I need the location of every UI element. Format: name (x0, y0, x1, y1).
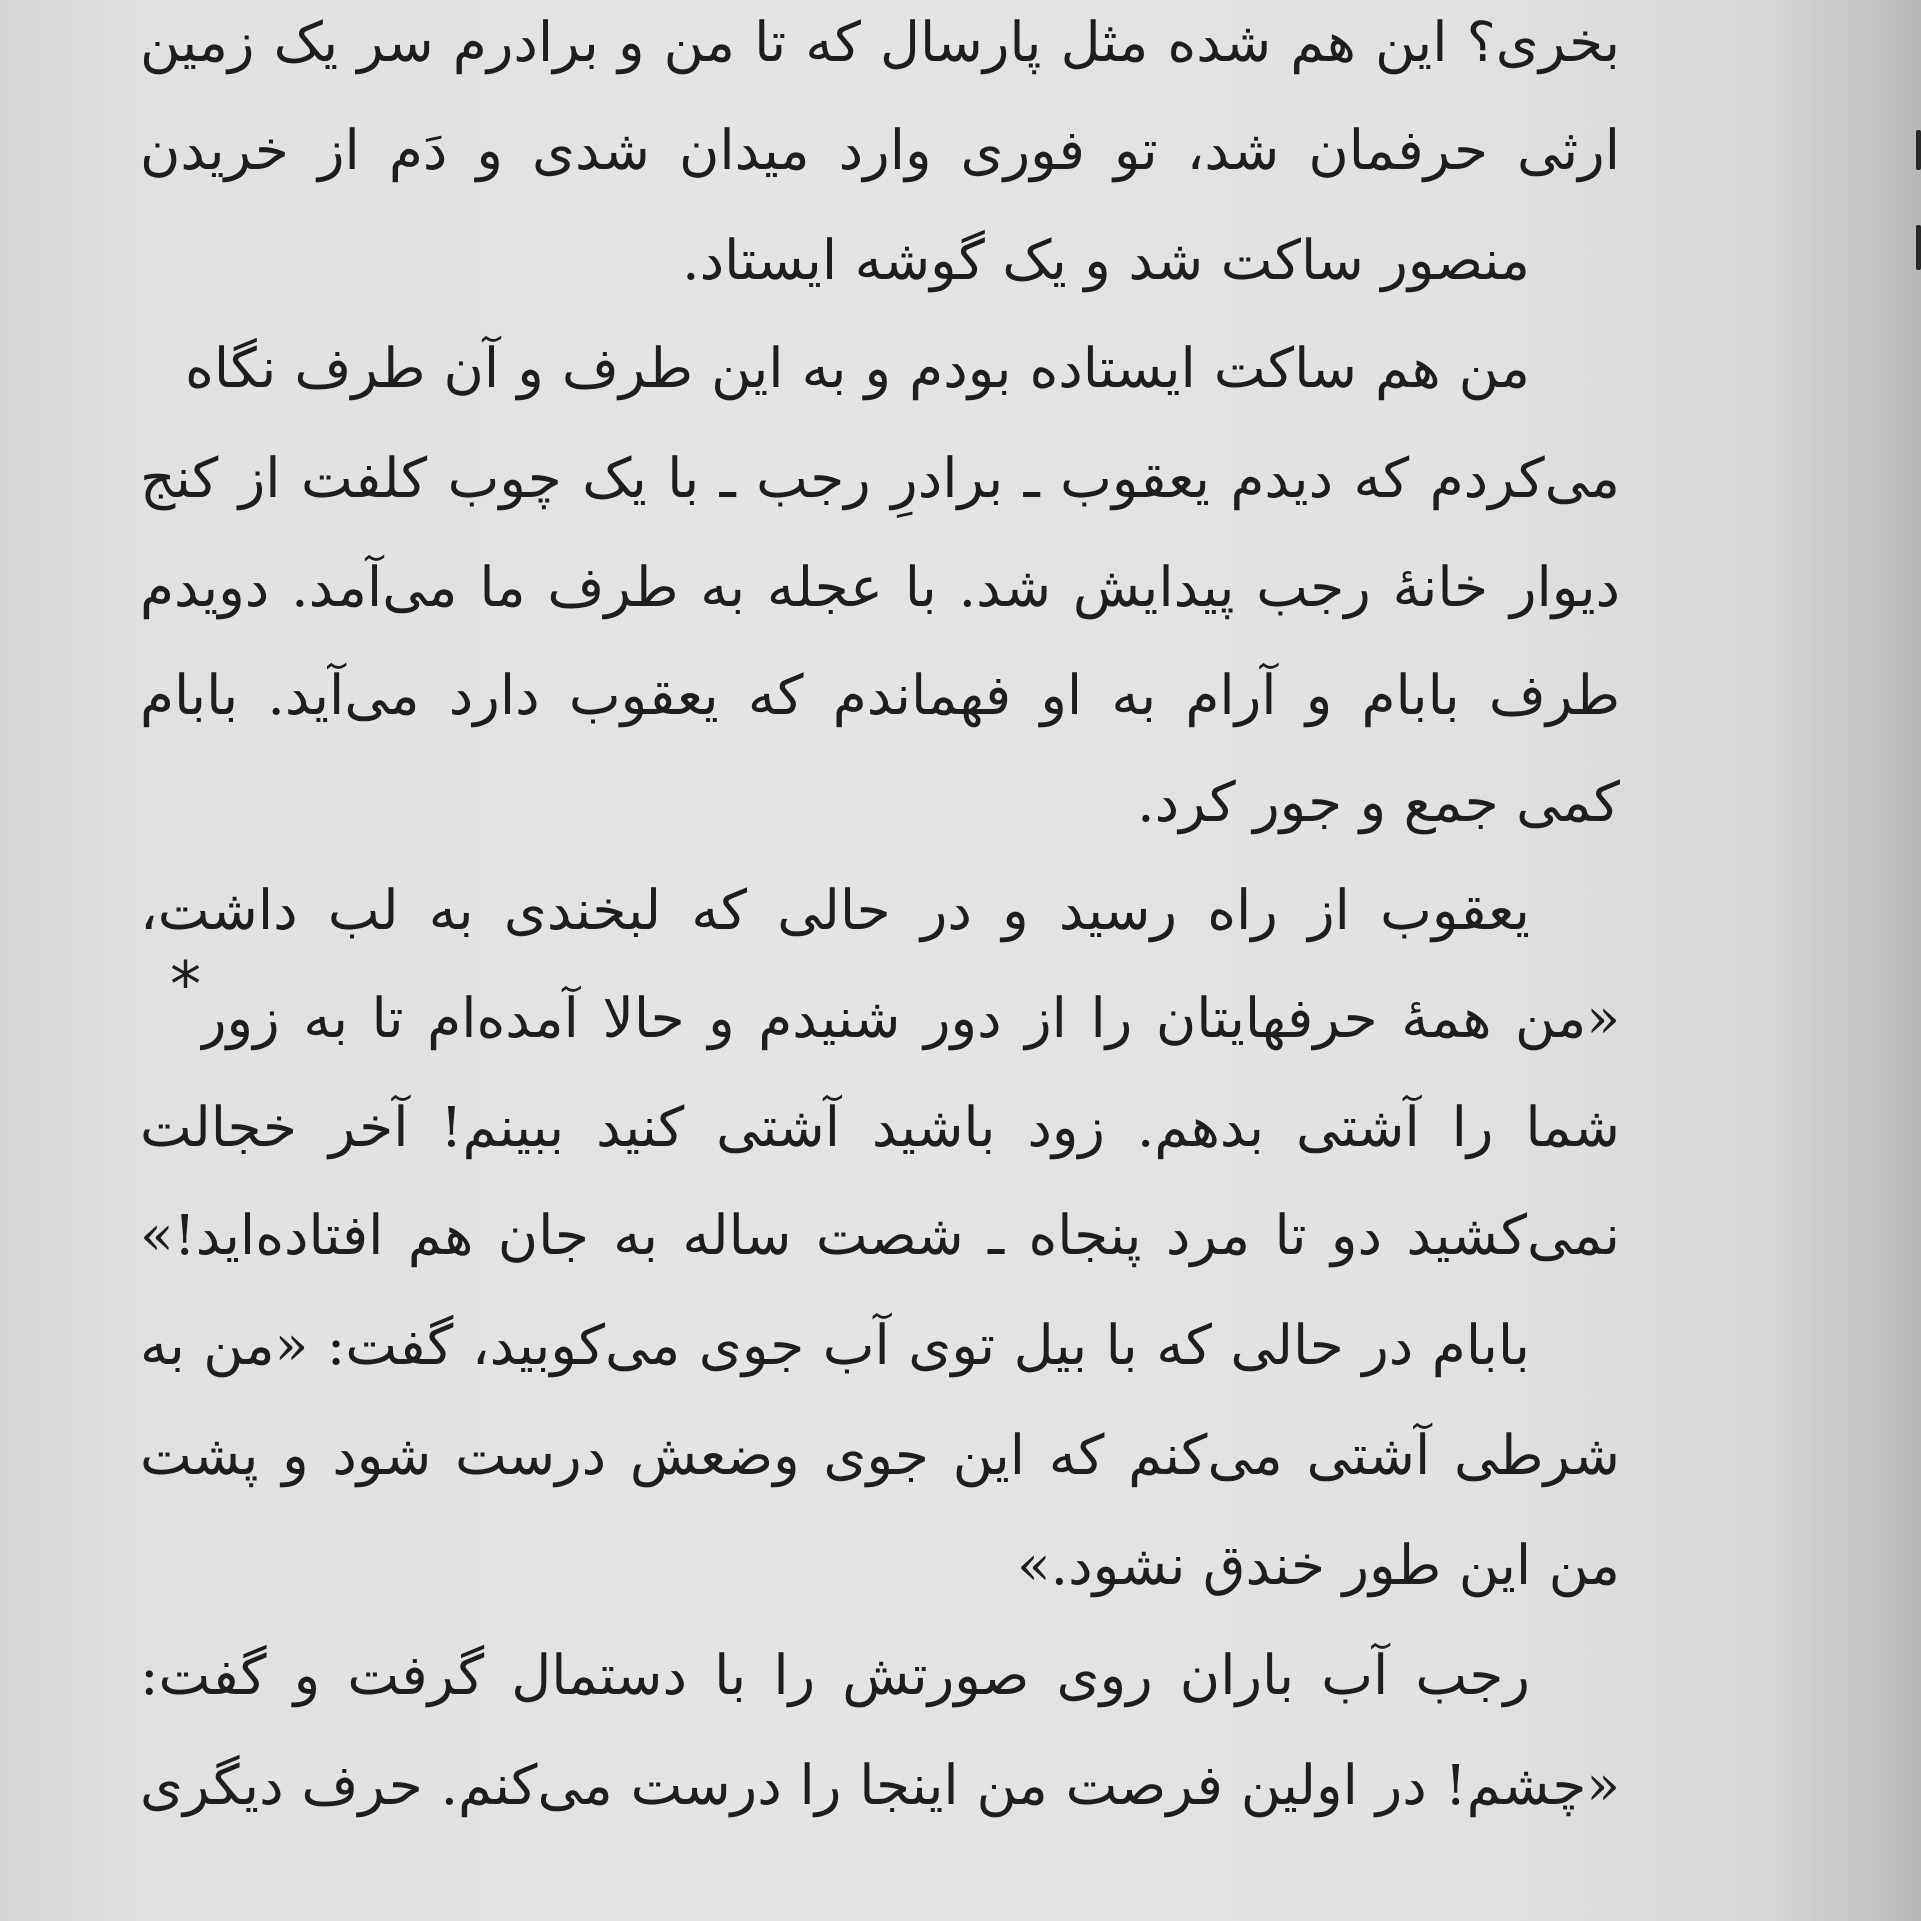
text-line-6: دیوار خانهٔ رجب پیدایش شد. با عجله به طرف ما می‌آمد. دویدم (140, 555, 1620, 619)
text-line-4: من هم ساکت ایستاده بودم و به این طرف و آن طرف نگاه (185, 336, 1530, 400)
text-line-2: ارثی حرفمان شد، تو فوری وارد میدان شدی و دَم از خریدن (140, 118, 1620, 182)
footnote-marker: * (170, 948, 201, 1021)
text-line-1: بخری؟ این هم شده مثل پارسال که تا من و برادرم سر یک زمین (140, 10, 1620, 74)
text-line-16: رجب آب باران روی صورتش را با دستمال گرفت و گفت: (140, 1643, 1530, 1707)
spine-shadow (1771, 0, 1921, 1921)
text-line-10: «من همهٔ حرفهایتان را از دور شنیدم و حالا آمده‌ام تا به زور (200, 986, 1620, 1050)
text-line-15: من این طور خندق نشود.» (1016, 1533, 1620, 1597)
text-line-7: طرف بابام و آرام به او فهماندم که یعقوب دارد می‌آید. بابام (140, 663, 1620, 727)
text-line-11: شما را آشتی بدهم. زود باشید آشتی کنید ببینم! آخر خجالت (140, 1095, 1620, 1159)
text-line-9: یعقوب از راه رسید و در حالی که لبخندی به لب داشت، (140, 878, 1530, 942)
page-edge-mark (1916, 130, 1921, 170)
text-line-8: کمی جمع و جور کرد. (1137, 770, 1620, 834)
text-line-5: می‌کردم که دیدم یعقوب ـ برادرِ رجب ـ با یک چوب کلفت از کنج (140, 446, 1620, 510)
page-edge-mark (1916, 225, 1921, 270)
text-line-3: منصور ساکت شد و یک گوشه ایستاد. (682, 228, 1530, 292)
text-line-17: «چشم! در اولین فرصت من اینجا را درست می‌کنم. حرف دیگری (140, 1753, 1620, 1817)
text-line-14: شرطی آشتی می‌کنم که این جوی وضعش درست شود و پشت (140, 1423, 1620, 1487)
text-line-12: نمی‌کشید دو تا مرد پنجاه ـ شصت ساله به جان هم افتاده‌اید!» (140, 1203, 1620, 1267)
text-line-13: بابام در حالی که با بیل توی آب جوی می‌کوبید، گفت: «من به (140, 1313, 1530, 1377)
